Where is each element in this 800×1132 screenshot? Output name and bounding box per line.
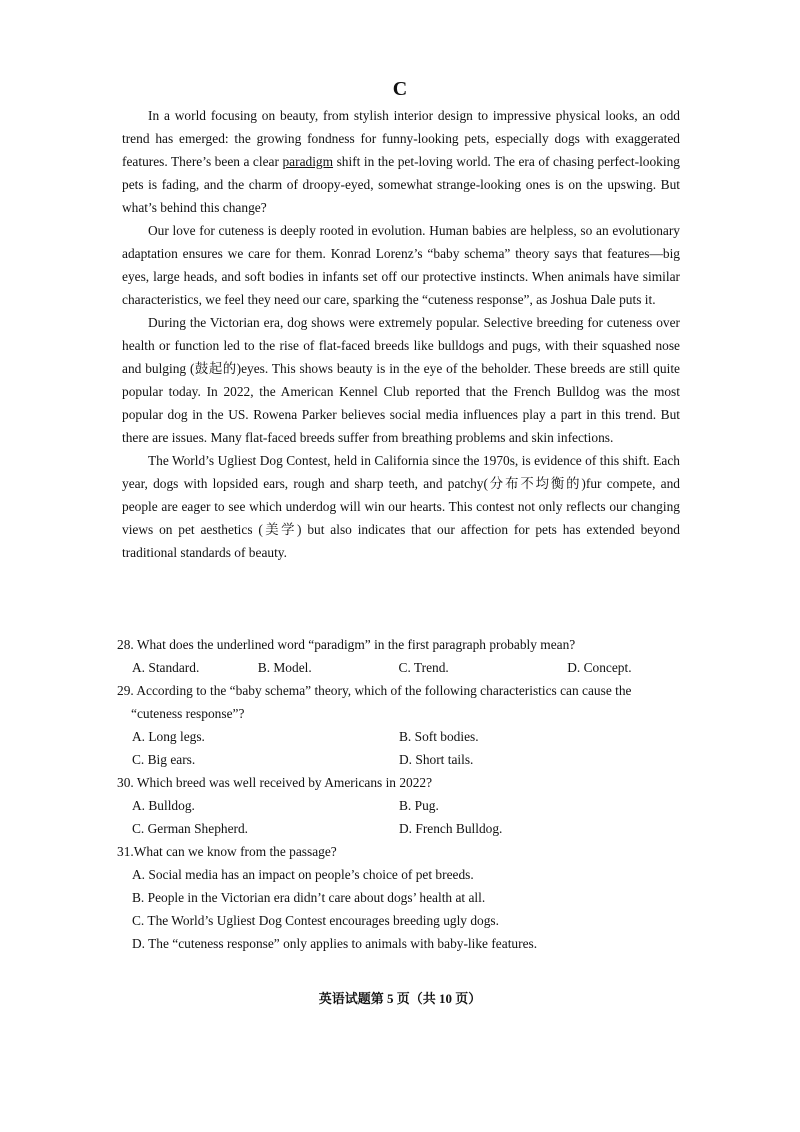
- option-c[interactable]: C. The World’s Ugliest Dog Contest encourages breeding ugly dogs.: [132, 913, 499, 928]
- option-a[interactable]: A. Long legs.: [132, 729, 205, 744]
- question-list: [117, 633, 687, 955]
- question-stem: 29. According to the “baby schema” theory, which of the following characteristics can cause the: [117, 683, 632, 698]
- passage-paragraph-2: Our love for cuteness is deeply rooted in evolution. Human babies are helpless, so an evolutionary adaptation ensures we care for them. Konrad Lorenz’s “baby schema” theory says that features—big eyes, large heads, and soft bodies in infants set off our protective instincts. When animals have similar characteristics, we feel they need our care, sparking the “cuteness response”, as Joshua Dale puts it.: [122, 223, 680, 307]
- option-a[interactable]: A. Standard.: [132, 660, 200, 675]
- reading-passage: [122, 104, 680, 564]
- passage-paragraph-4: The World’s Ugliest Dog Contest, held in California since the 1970s, is evidence of this shift. Each year, dogs with lopsided ears, rough and sharp teeth, and patchy(分布不均衡的)fur compete, and people are eager to see which underdog will win our hearts. This contest not only reflects our changing views on pet aesthetics (美学) but also indicates that our affection for pets has extended beyond traditional standards of beauty.: [122, 453, 680, 560]
- option-c[interactable]: C. Big ears.: [132, 752, 196, 767]
- question-28: [117, 633, 687, 679]
- question-30: [117, 771, 687, 840]
- option-b[interactable]: B. People in the Victorian era didn’t care about dogs’ health at all.: [132, 890, 486, 905]
- passage-p1-text-before: In a world focusing on beauty, from stylish interior design to impressive physical looks, an odd trend has emerged: the growing fondness for funny-looking pets, especially dogs with exaggerated features. There’s been a clear: [122, 108, 680, 169]
- option-b[interactable]: B. Soft bodies.: [399, 729, 479, 744]
- option-a[interactable]: A. Bulldog.: [132, 798, 195, 813]
- option-c[interactable]: C. German Shepherd.: [132, 821, 249, 836]
- question-stem-continued: “cuteness response”?: [131, 706, 245, 721]
- option-d[interactable]: D. Concept.: [567, 660, 632, 675]
- question-31: [117, 840, 687, 955]
- underlined-word: paradigm: [282, 154, 334, 169]
- section-heading: C: [392, 78, 408, 100]
- passage-paragraph-1: [122, 104, 680, 219]
- answer-options: [117, 863, 687, 955]
- answer-options: [117, 656, 687, 679]
- passage-p1-text-after: shift in the pet-loving world. The era of chasing perfect-looking pets is fading, and the charm of droopy-eyed, somewhat strange-looking ones is on the upswing. But what’s behind this change?: [122, 154, 680, 215]
- page-footer: 英语试题第 5 页（共 10 页）: [318, 991, 482, 1006]
- option-d[interactable]: D. French Bulldog.: [399, 821, 503, 836]
- option-d[interactable]: D. The “cuteness response” only applies to animals with baby-like features.: [132, 936, 538, 951]
- passage-paragraph-3: During the Victorian era, dog shows were extremely popular. Selective breeding for cuteness over health or function led to the rise of flat-faced breeds like bulldogs and pugs, with their squashed nose and bulging (鼓起的)eyes. This shows beauty is in the eye of the beholder. These breeds are still quite popular today. In 2022, the American Kennel Club reported that the French Bulldog was the most popular dog in the US. Rowena Parker believes social media influences play a part in this trend. But there are issues. Many flat-faced breeds suffer from breathing problems and skin infections.: [122, 315, 680, 445]
- option-b[interactable]: B. Model.: [257, 660, 312, 675]
- question-stem: 30. Which breed was well received by Americans in 2022?: [117, 775, 433, 790]
- option-c[interactable]: C. Trend.: [398, 660, 449, 675]
- option-d[interactable]: D. Short tails.: [399, 752, 474, 767]
- answer-options: [117, 725, 687, 771]
- option-a[interactable]: A. Social media has an impact on people’s choice of pet breeds.: [132, 867, 474, 882]
- answer-options: [117, 794, 687, 840]
- question-stem: 31.What can we know from the passage?: [117, 844, 337, 859]
- question-29: [117, 679, 687, 771]
- option-b[interactable]: B. Pug.: [399, 798, 439, 813]
- question-stem: 28. What does the underlined word “paradigm” in the first paragraph probably mean?: [117, 637, 576, 652]
